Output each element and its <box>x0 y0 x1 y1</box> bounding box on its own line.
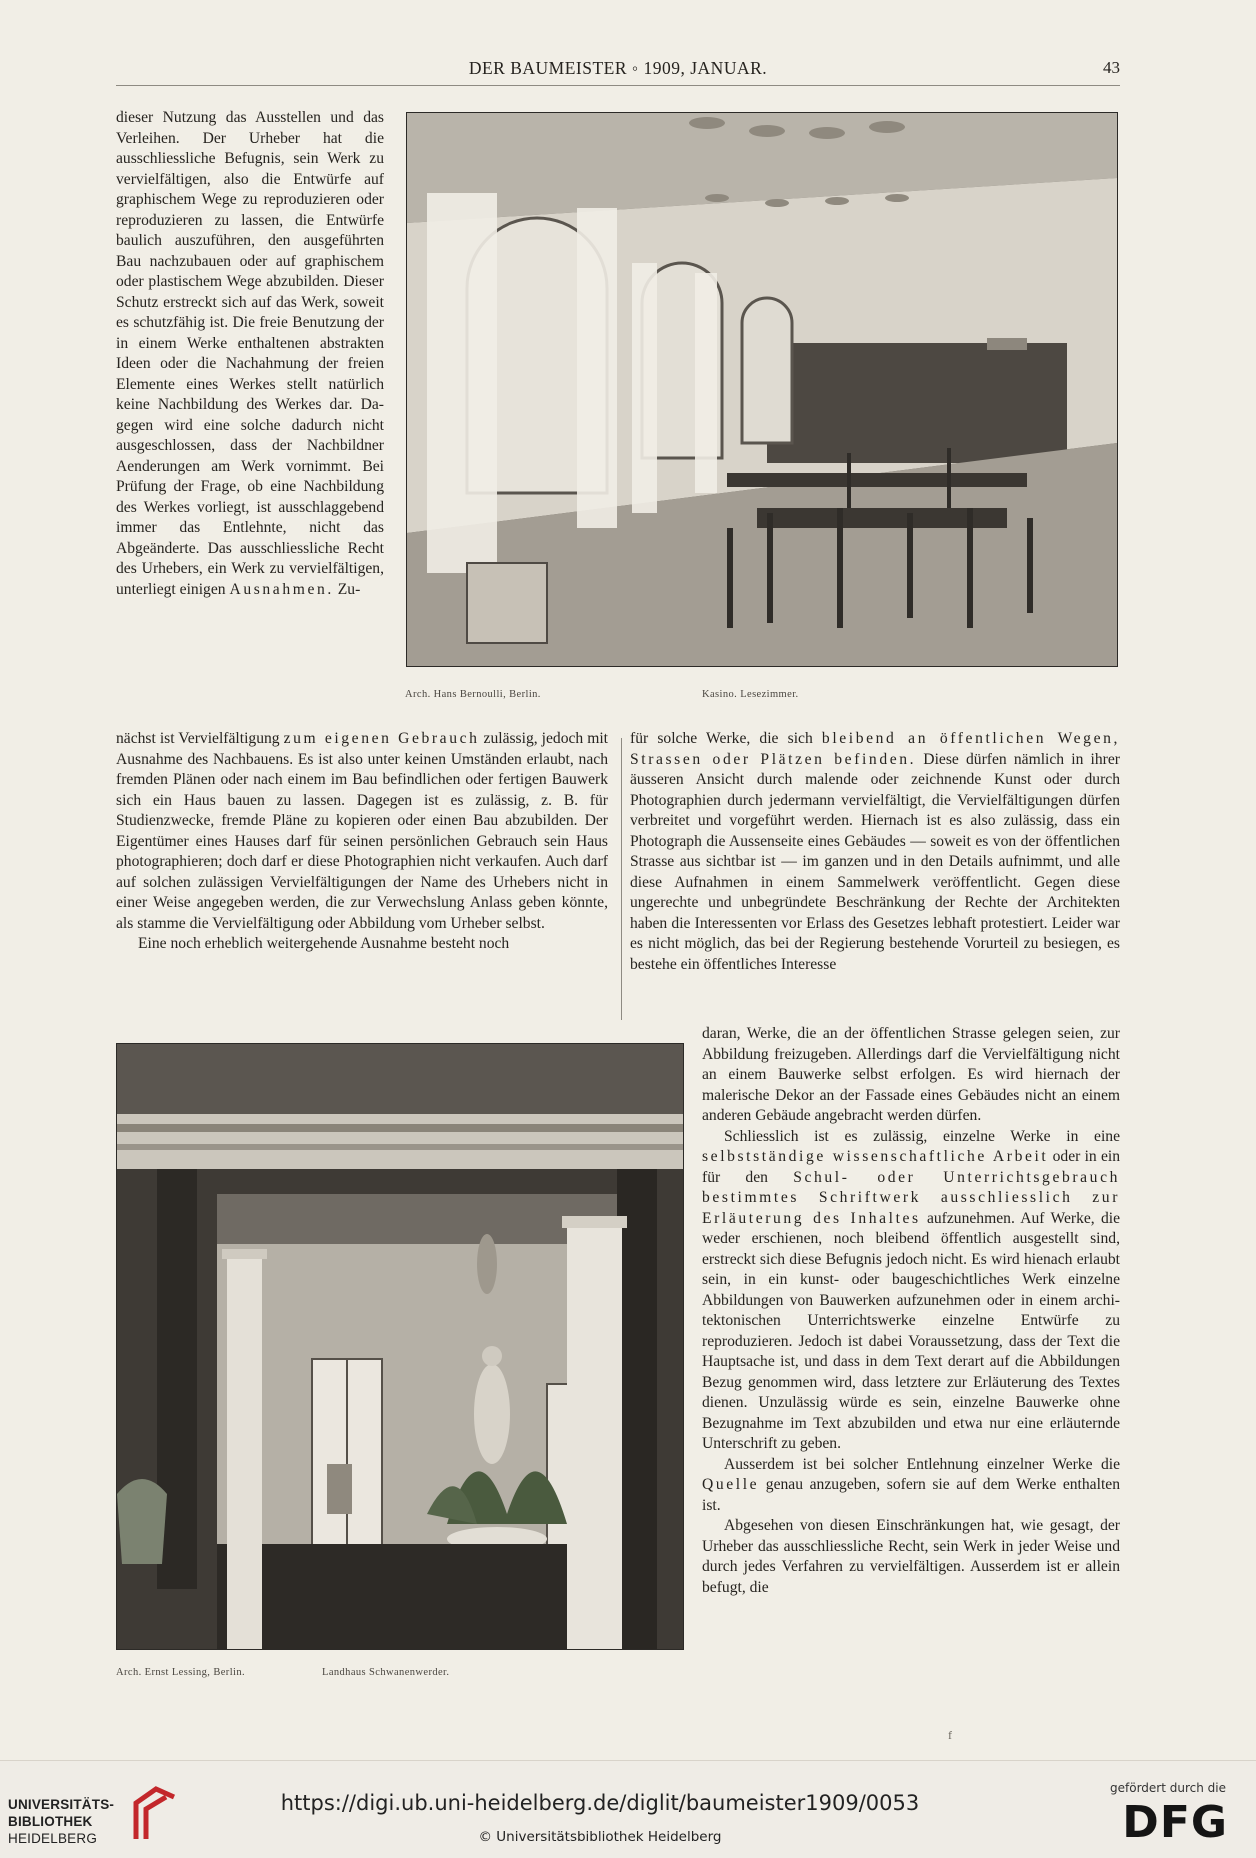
right-para3-start: Ausserdem ist bei solcher Entlehnung einzelner Werke die <box>724 1455 1120 1473</box>
dfg-logo[interactable]: DFG <box>1122 1797 1228 1848</box>
right-para2-emphasis1: selbstständige wissenschaftliche Arbeit <box>702 1148 1049 1165</box>
photo-country-house <box>116 1043 684 1650</box>
top-figure-caption-architect: Arch. Hans Bernoulli, Berlin. <box>405 689 541 700</box>
left-para1-body: zulässig, jedoch mit Ausnahme des Nachbauens. Es ist also unter keinen Umständen erlaubt, nach fremden Plänen oder nach einem im Bau befindlichen oder fertigen Bauwerk sich ein Haus bauen zu lassen. Dagegen ist es zulässig, z. B. für Studienzwecke, fremde Pläne zu kopieren oder einen Bau abzubilden. Der Eigentümer eines Hauses darf für seinen persönlichen Gebrauch sein Haus photographieren; doch darf er diese Photographien nicht verkaufen. Auch darf auf solchen zulässigen Vervielfältigungen der Name des Urhebers nicht in einer Weise angegeben werden, die zur Verwechslung Anlass geben könnte, als stamme die Vervielfältigung oder Abbildung vom Urheber selbst. <box>116 730 608 932</box>
stray-mark: f <box>948 1728 952 1742</box>
right-column-upper <box>630 729 1120 975</box>
copyright-notice: © Universitätsbibliothek Heidelberg <box>478 1829 722 1845</box>
journal-title: DER BAUMEISTER ◦ 1909, JANUAR. <box>468 58 768 78</box>
left-para2: Eine noch erheblich weitergehende Ausnahme besteht noch <box>138 935 510 952</box>
bottom-figure-caption-title: Landhaus Schwanenwerder. <box>322 1667 450 1678</box>
library-name-line1: UNIVERSITÄTS- <box>8 1797 115 1812</box>
narrow-column-emphasis: Ausnahmen. <box>229 580 334 598</box>
right-para2-mid: oder in ein für den <box>702 1148 1120 1186</box>
page-number: 43 <box>1103 58 1120 77</box>
permalink-url[interactable]: https://digi.ub.uni-heidelberg.de/diglit/baumeister1909/0053 <box>280 1791 920 1815</box>
running-header <box>116 58 1120 88</box>
viewer-footer <box>0 1760 1256 1858</box>
library-name-line3: HEIDELBERG <box>8 1831 98 1846</box>
right-para2-body: aufzunehmen. Auf Werke, die weder erschienen, noch bleibend öffentlich ausgestellt sind, erstreckt sich diese Befugnis jedoch nicht. Es wird hienach erlaubt sein, in ein kunst- oder baugeschichtliches Werk einzelne Abbildungen von Bauwerken aufzunehmen oder in einem architektonischen Unterrichtswerke einzelne Entwürfe zu reproduzieren. Jedoch ist dabei Voraussetzung, dass der Text die Hauptsache ist, und dass in dem Text derart auf die Abbildungen Bezug genommen wird, dass letztere zur Erläuterung des Textes dienen. Unzulässig würde es sein, einzelne Bauwerke ohne Bezugnahme im Text abzubilden und etwa nur eine erläuternde Unterschrift zu geben. <box>702 1209 1120 1452</box>
left-column <box>116 729 608 955</box>
left-para1-emphasis: zum eigenen Gebrauch <box>283 730 480 747</box>
right-para2-emphasis2: Schul- oder Unterrichtsgebrauch bestimmtes Schriftwerk ausschliesslich zur Erläuterung des Inhaltes <box>702 1168 1120 1227</box>
right-para4: Abgesehen von diesen Einschränkungen hat, wie gesagt, der Urheber das ausschliessliche Recht, sein Werk in jeder Weise und durch jedes Verfahren zu vervielfältigen. Ausserdem ist er allein befugt, die <box>702 1517 1120 1596</box>
narrow-column-tail: Zu- <box>333 580 361 598</box>
photo-reading-room <box>406 112 1118 667</box>
header-rule <box>116 85 1120 86</box>
right-para3-body: genau anzugeben, sofern sie auf dem Werke enthalten ist. <box>702 1476 1120 1514</box>
narrow-left-column <box>116 108 384 600</box>
library-name-line2: BIBLIOTHEK <box>8 1814 93 1829</box>
right-para1-start: für solche Werke, die sich <box>630 730 822 747</box>
library-emblem-icon <box>126 1783 182 1843</box>
column-divider <box>621 738 622 1020</box>
right-para3-emphasis: Quelle <box>702 1476 760 1493</box>
right-para1-emphasis: bleibend an öffentlichen Wegen, Strassen oder Plätzen befinden. <box>630 730 1120 768</box>
left-para1-start: nächst ist Vervielfältigung <box>116 730 284 747</box>
narrow-column-text: dieser Nutzung das Ausstellen und das Verleihen. Der Urheber hat die ausschliessliche Befugnis, sein Werk zu vervielfältigen, also die Entwürfe auf graphischem Wege zu reproduzieren oder reproduzieren zu lassen, die Entwürfe baulich auszuführen, den ausgeführten Bau nachzubauen oder auf graphischem oder plastischem Wege abzubilden. Dieser Schutz erstreckt sich auf das Werk, soweit es schutzfähig ist. Die freie Benutzung der in einem Werke enthaltenen abstrakten Ideen oder die Nachahmung der freien Elemente eines Werkes stellt natürlich keine Nachbildung des Werkes dar. Dagegen wird eine solche dadurch nicht ausgeschlossen, dass der Nachbildner Aenderungen am Werk vornimmt. Bei Prüfung der Frage, ob eine Nachbildung des Werkes vorliegt, ist ausschlaggebend immer das Entlehnte, nicht das Abgeänderte. Das ausschliessliche Recht des Urhebers, ein Werk zu vervielfältigen, unterliegt einigen <box>116 109 384 598</box>
right-para2-start: Schliesslich ist es zulässig, einzelne Werke in eine <box>724 1127 1120 1145</box>
country-house-illustration <box>117 1044 683 1649</box>
reading-room-illustration <box>407 113 1117 666</box>
right-para1-body: Diese dürfen nämlich in ihrer äusseren Ansicht durch malende oder zeichnende Kunst oder durch Photographien durch jedermann vervielfältigt, die Vervielfältigungen dürfen verbreitet und vorgeführt werden. Hiernach ist es also zulässig, dass ein Photograph die Aussenseite eines Gebäudes — soweit es von der öffentlichen Strasse aus sichtbar ist — im ganzen und in den Details aufnimmt, und alle diese Aufnahmen in einem Sammelwerk veröffentlicht. Gegen diese ungerechte und unbegründete Beschränkung der Rechte der Architekten haben die Interessenten vor Erlass des Gesetzes lebhaft protestiert. Leider war es nicht möglich, das bei der Regierung bestehende Vorurteil zu besiegen, es bestehe ein öffentliches Interesse <box>630 750 1120 973</box>
right-para1-continued: daran, Werke, die an der öffentlichen Strasse gelegen seien, zur Abbildung freizugeben. Allerdings darf die Vervielfältigung nicht an einem Bauwerke selbst erfolgen. Es wird hiernach der malerische Dekor an der Fassade eines Gebäudes nicht an einem anderen Gebäude angebracht werden dürfen. <box>702 1025 1120 1124</box>
top-figure-caption-title: Kasino. Lesezimmer. <box>702 689 799 700</box>
funding-note: gefördert durch die <box>1110 1781 1226 1795</box>
library-logo[interactable] <box>8 1783 188 1846</box>
right-column-lower <box>702 1024 1120 1598</box>
bottom-figure-caption-architect: Arch. Ernst Lessing, Berlin. <box>116 1667 246 1678</box>
